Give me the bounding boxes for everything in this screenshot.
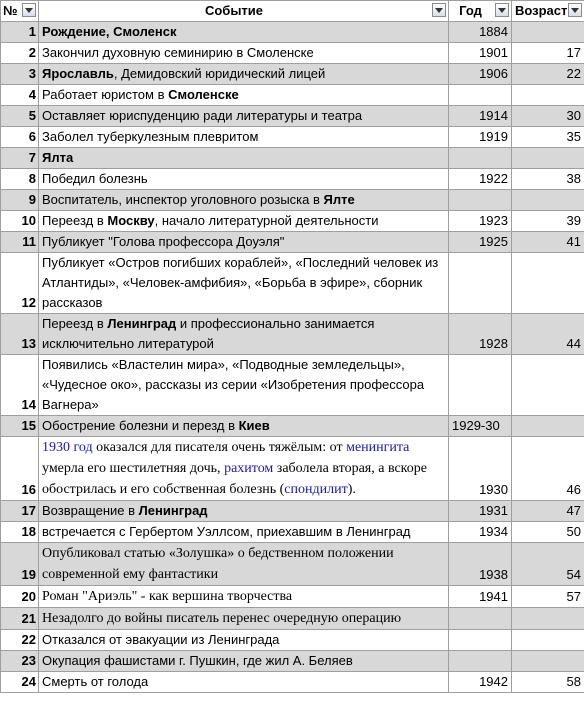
event-cell[interactable] <box>39 543 449 586</box>
column-header-year-label: Год <box>459 3 482 18</box>
age-cell[interactable]: 47 <box>512 501 584 522</box>
age-cell[interactable]: 58 <box>512 672 584 693</box>
age-cell[interactable] <box>512 355 584 416</box>
table-row[interactable] <box>1 437 584 501</box>
event-cell[interactable] <box>39 190 449 211</box>
filter-dropdown-icon[interactable] <box>432 3 446 17</box>
event-cell[interactable] <box>39 522 449 543</box>
event-text-segment: Ялте <box>323 192 355 207</box>
table-row[interactable] <box>1 651 584 672</box>
row-number-cell[interactable]: 5 <box>1 106 39 127</box>
age-cell[interactable]: 38 <box>512 169 584 190</box>
event-link[interactable]: спондилит <box>284 482 348 497</box>
event-cell[interactable] <box>39 314 449 355</box>
column-header-year <box>449 1 512 22</box>
year-cell[interactable]: 1934 <box>449 522 512 543</box>
age-cell[interactable] <box>512 608 584 630</box>
year-cell[interactable] <box>449 190 512 211</box>
event-text-segment: Отказался от эвакуации из Ленинграда <box>42 632 280 647</box>
event-cell[interactable] <box>39 64 449 85</box>
event-text-segment: Воспитатель, инспектор уголовного розыска в <box>42 192 324 207</box>
event-text-segment: Возвращение в <box>42 503 139 518</box>
table-row[interactable] <box>1 608 584 630</box>
table-row[interactable] <box>1 232 584 253</box>
year-cell[interactable]: 1928 <box>449 314 512 355</box>
row-number-cell[interactable]: 14 <box>1 355 39 416</box>
age-cell[interactable]: 39 <box>512 211 584 232</box>
row-number-cell[interactable]: 6 <box>1 127 39 148</box>
year-cell[interactable] <box>449 651 512 672</box>
event-cell[interactable] <box>39 211 449 232</box>
table-row[interactable] <box>1 127 584 148</box>
age-cell[interactable] <box>512 85 584 106</box>
age-cell[interactable]: 17 <box>512 43 584 64</box>
year-cell[interactable]: 1884 <box>449 22 512 43</box>
column-header-num-label: № <box>3 3 18 18</box>
age-cell[interactable]: 54 <box>512 543 584 586</box>
row-number-cell[interactable]: 17 <box>1 501 39 522</box>
year-cell[interactable]: 1942 <box>449 672 512 693</box>
event-text-segment: Публикует «Остров погибших кораблей», «Последний человек из Атлантиды», «Человек-амфибия», «Борьба в эфире», сборник рассказов <box>42 255 439 310</box>
year-cell[interactable]: 1938 <box>449 543 512 586</box>
event-text-segment: Ялта <box>42 150 74 165</box>
table-row[interactable] <box>1 85 584 106</box>
age-cell[interactable] <box>512 148 584 169</box>
table-body <box>1 22 584 693</box>
year-cell[interactable] <box>449 148 512 169</box>
table-row[interactable] <box>1 586 584 608</box>
event-text-segment: и профессионально занимается исключительно литературой <box>42 316 375 351</box>
table-row[interactable] <box>1 253 584 314</box>
table-row[interactable] <box>1 522 584 543</box>
event-text-segment: ). <box>347 482 356 497</box>
event-cell[interactable] <box>39 416 449 437</box>
event-cell[interactable] <box>39 355 449 416</box>
row-number-cell[interactable]: 2 <box>1 43 39 64</box>
event-text-segment: Смоленске <box>168 87 239 102</box>
row-number-cell[interactable]: 4 <box>1 85 39 106</box>
age-cell[interactable] <box>512 416 584 437</box>
column-header-age-label: Возраст <box>515 3 568 18</box>
row-number-cell[interactable]: 10 <box>1 211 39 232</box>
table-row[interactable] <box>1 64 584 85</box>
event-link[interactable]: 1930 год <box>42 440 93 455</box>
event-text-segment: умерла его шестилетняя дочь, <box>42 461 225 476</box>
age-cell[interactable] <box>512 630 584 651</box>
event-cell[interactable] <box>39 232 449 253</box>
event-cell[interactable] <box>39 651 449 672</box>
filter-dropdown-icon[interactable] <box>22 3 36 17</box>
event-cell[interactable] <box>39 501 449 522</box>
table-row[interactable] <box>1 211 584 232</box>
event-text-segment: , начало литературной деятельности <box>154 213 379 228</box>
age-cell[interactable]: 30 <box>512 106 584 127</box>
row-number-cell[interactable]: 12 <box>1 253 39 314</box>
row-number-cell[interactable]: 3 <box>1 64 39 85</box>
row-number-cell[interactable]: 20 <box>1 586 39 608</box>
age-cell[interactable]: 46 <box>512 437 584 501</box>
event-text-segment: Заболел туберкулезным плевритом <box>42 129 259 144</box>
event-text-segment: Переезд в <box>42 213 108 228</box>
year-cell[interactable]: 1930 <box>449 437 512 501</box>
year-cell[interactable]: 1931 <box>449 501 512 522</box>
table-row[interactable] <box>1 672 584 693</box>
event-cell[interactable] <box>39 169 449 190</box>
table-row[interactable] <box>1 148 584 169</box>
row-number-cell[interactable]: 23 <box>1 651 39 672</box>
table-row[interactable] <box>1 43 584 64</box>
table-row[interactable] <box>1 190 584 211</box>
filter-dropdown-icon[interactable] <box>568 3 582 17</box>
age-cell[interactable]: 22 <box>512 64 584 85</box>
year-cell[interactable] <box>449 355 512 416</box>
column-header-event-label: Событие <box>204 3 264 18</box>
event-cell[interactable] <box>39 106 449 127</box>
row-number-cell[interactable]: 16 <box>1 437 39 501</box>
event-cell[interactable] <box>39 253 449 314</box>
event-text-segment: Обострение болезни и перезд в <box>42 418 239 433</box>
age-cell[interactable] <box>512 651 584 672</box>
event-text-segment: Работает юристом в <box>42 87 169 102</box>
year-cell[interactable] <box>449 630 512 651</box>
event-text-segment: заболела вторая, а вскоре обострилась и его собственная болезнь ( <box>42 461 427 497</box>
event-text-segment: Рождение, Смоленск <box>42 24 177 39</box>
event-text-segment: Переезд в <box>42 316 108 331</box>
row-number-cell[interactable]: 21 <box>1 608 39 630</box>
age-cell[interactable] <box>512 253 584 314</box>
event-cell[interactable] <box>39 22 449 43</box>
table-row[interactable] <box>1 314 584 355</box>
filter-dropdown-icon[interactable] <box>495 3 509 17</box>
event-text-segment: Ленинград <box>107 316 177 331</box>
row-number-cell[interactable]: 24 <box>1 672 39 693</box>
event-cell[interactable] <box>39 672 449 693</box>
event-text-segment: Окупация фашистами г. Пушкин, где жил А. Беляев <box>42 653 353 668</box>
table-row[interactable] <box>1 355 584 416</box>
event-cell[interactable] <box>39 85 449 106</box>
table-row[interactable] <box>1 630 584 651</box>
year-cell[interactable]: 1906 <box>449 64 512 85</box>
year-cell[interactable]: 1922 <box>449 169 512 190</box>
event-cell[interactable] <box>39 630 449 651</box>
event-text-segment: Ярославль <box>42 66 114 81</box>
event-link[interactable]: рахитом <box>224 461 274 476</box>
row-number-cell[interactable]: 18 <box>1 522 39 543</box>
row-number-cell[interactable]: 1 <box>1 22 39 43</box>
row-number-cell[interactable]: 8 <box>1 169 39 190</box>
row-number-cell[interactable]: 22 <box>1 630 39 651</box>
event-text-segment: Ленинград <box>138 503 208 518</box>
year-cell[interactable]: 1925 <box>449 232 512 253</box>
column-header-age <box>512 1 584 22</box>
age-cell[interactable]: 50 <box>512 522 584 543</box>
row-number-cell[interactable]: 9 <box>1 190 39 211</box>
year-cell[interactable]: 1919 <box>449 127 512 148</box>
column-header-num <box>1 1 39 22</box>
event-text-segment: Смерть от голода <box>42 674 149 689</box>
header-row <box>1 1 584 22</box>
event-text-segment: Публикует "Голова профессора Доуэля" <box>42 234 285 249</box>
event-text-segment: Москву <box>107 213 155 228</box>
age-cell[interactable]: 44 <box>512 314 584 355</box>
event-text-segment: , Демидовский юридический лицей <box>113 66 326 81</box>
age-cell[interactable]: 41 <box>512 232 584 253</box>
event-text-segment: Роман "Ариэль" - как вершина творчества <box>42 589 293 604</box>
row-number-cell[interactable]: 19 <box>1 543 39 586</box>
table-row[interactable] <box>1 22 584 43</box>
age-cell[interactable] <box>512 22 584 43</box>
age-cell[interactable]: 35 <box>512 127 584 148</box>
event-text-segment: Оставляет юриспуденцию ради литературы и театра <box>42 108 363 123</box>
event-text-segment: Незадолго до войны писатель перенес очередную операцию <box>42 611 402 626</box>
event-text-segment: Победил болезнь <box>42 171 148 186</box>
event-text-segment: оказался для писателя очень тяжёлым: от <box>92 440 347 455</box>
event-cell[interactable] <box>39 127 449 148</box>
year-cell[interactable] <box>449 253 512 314</box>
year-cell[interactable]: 1914 <box>449 106 512 127</box>
year-cell[interactable]: 1901 <box>449 43 512 64</box>
table-row[interactable] <box>1 106 584 127</box>
age-cell[interactable] <box>512 190 584 211</box>
event-text-segment: встречается с Гербертом Уэллсом, приехавшим в Ленинград <box>42 524 411 539</box>
column-header-event <box>39 1 449 22</box>
table-row[interactable] <box>1 416 584 437</box>
row-number-cell[interactable]: 13 <box>1 314 39 355</box>
row-number-cell[interactable]: 15 <box>1 416 39 437</box>
row-number-cell[interactable]: 11 <box>1 232 39 253</box>
year-cell[interactable]: 1929-30 <box>449 416 512 437</box>
event-cell[interactable] <box>39 586 449 608</box>
event-cell[interactable] <box>39 148 449 169</box>
year-cell[interactable] <box>449 85 512 106</box>
age-cell[interactable]: 57 <box>512 586 584 608</box>
table-row[interactable] <box>1 543 584 586</box>
year-cell[interactable]: 1941 <box>449 586 512 608</box>
event-link[interactable]: менингита <box>346 440 410 455</box>
row-number-cell[interactable]: 7 <box>1 148 39 169</box>
event-text-segment: Киев <box>238 418 270 433</box>
table-row[interactable] <box>1 169 584 190</box>
event-text-segment: Появились «Властелин мира», «Подводные земледельцы», «Чудесное око», рассказы из серии «Изобретения профессора Вагнера» <box>42 357 425 412</box>
event-text-segment: Закончил духовную семинирию в Смоленске <box>42 45 314 60</box>
event-text-segment: Опубликовал статью «Золушка» о бедственном положении современной ему фантастики <box>42 546 394 582</box>
event-cell[interactable] <box>39 43 449 64</box>
table-row[interactable] <box>1 501 584 522</box>
year-cell[interactable] <box>449 608 512 630</box>
year-cell[interactable]: 1923 <box>449 211 512 232</box>
event-cell[interactable] <box>39 608 449 630</box>
event-cell[interactable] <box>39 437 449 501</box>
